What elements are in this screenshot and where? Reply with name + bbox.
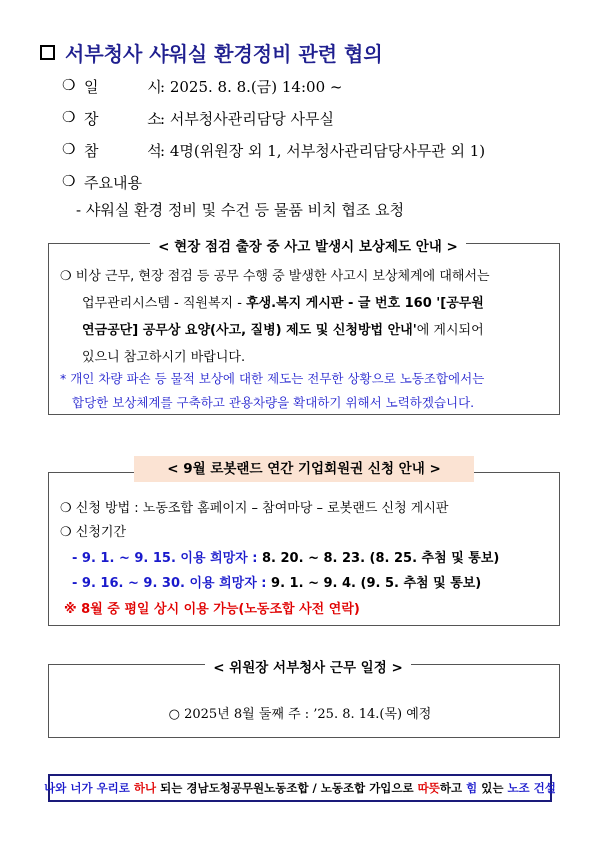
circle-bullet-icon: ❍ xyxy=(60,269,76,284)
roboland-august-note: ※ 8월 중 평일 상시 이용 가능(노동조합 사전 연락) xyxy=(64,602,360,617)
place-value: : 서부청사관리담당 사무실 xyxy=(160,110,334,128)
compensation-line2: 업무관리시스템 - 직원복지 - 후생.복지 게시판 - 글 번호 160 '[공무원 xyxy=(82,296,484,311)
compensation-note1: * 개인 차량 파손 등 물적 보상에 대한 제도는 전무한 상황으로 노동조합에서는 xyxy=(60,371,485,386)
schedule-heading-wrap xyxy=(0,656,600,676)
roboland-method: ❍ 신청 방법 : 노동조합 홈페이지 – 참여마당 – 로봇랜드 신청 게시판 xyxy=(60,501,449,516)
schedule-item: ○ 2025년 8월 둘째 주 : ’25. 8. 14.(목) 예정 xyxy=(168,707,432,722)
meeting-date-row xyxy=(62,76,342,97)
circle-bullet-icon: ❍ xyxy=(60,501,76,516)
attendees-label: 참 석 xyxy=(84,142,184,160)
meeting-attendees-row xyxy=(62,140,485,161)
footer-slogan: 나와 너가 우리로 하나 되는 경남도청공무원노동조합 / 노동조합 가입으로 따뜻 하고 힘 있는 노조 건설 xyxy=(48,774,552,802)
circle-bullet-icon: ❍ xyxy=(62,108,76,126)
roboland-period-label: ❍ 신청기간 xyxy=(60,525,127,540)
compensation-line3: 연금공단] 공무상 요양(사고, 질병) 제도 및 신청방법 안내'에 게시되어 xyxy=(82,323,484,338)
page-title xyxy=(40,38,383,67)
circle-bullet-icon: ❍ xyxy=(60,525,76,540)
roboland-period2: - 9. 16. ~ 9. 30. 이용 희망자 : 9. 1. ~ 9. 4. (9. 5. 추첨 및 통보) xyxy=(72,576,482,591)
place-label: 장 소 xyxy=(84,110,184,128)
circle-bullet-icon: ❍ xyxy=(62,76,76,94)
topic-item: - 샤워실 환경 정비 및 수건 등 물품 비치 협조 요청 xyxy=(76,201,405,219)
circle-bullet-icon: ❍ xyxy=(62,140,76,158)
attendees-value: : 4명(위원장 외 1, 서부청사관리담당사무관 외 1) xyxy=(160,142,486,160)
meeting-place-row xyxy=(62,108,334,129)
compensation-line1: ❍ 비상 근무, 현장 점검 등 공무 수행 중 발생한 사고시 보상체계에 대해서는 xyxy=(60,269,490,284)
meeting-topics-row xyxy=(62,172,142,193)
topics-label: 주요내용 xyxy=(84,174,142,192)
compensation-line4: 있으니 참고하시기 바랍니다. xyxy=(82,350,246,365)
roboland-heading: < 9월 로봇랜드 연간 기업회원권 신청 안내 > xyxy=(134,456,474,482)
date-label: 일 시 xyxy=(84,78,184,96)
roboland-period1: - 9. 1. ~ 9. 15. 이용 희망자 : 8. 20. ~ 8. 23. (8. 25. 추첨 및 통보) xyxy=(72,551,500,566)
compensation-heading-wrap xyxy=(0,235,600,255)
page-title-text: 서부청사 샤워실 환경정비 관련 협의 xyxy=(65,42,383,66)
circle-bullet-icon: ❍ xyxy=(62,172,76,190)
checkbox-icon xyxy=(40,45,55,60)
compensation-heading: < 현장 점검 출장 중 사고 발생시 보상제도 안내 > xyxy=(150,239,466,255)
compensation-note2: 합당한 보상체계를 구축하고 관용차량을 확대하기 위해서 노력하겠습니다. xyxy=(72,395,475,410)
date-value: : 2025. 8. 8.(금) 14:00 ~ xyxy=(160,78,343,96)
schedule-heading: < 위원장 서부청사 근무 일정 > xyxy=(205,660,411,676)
